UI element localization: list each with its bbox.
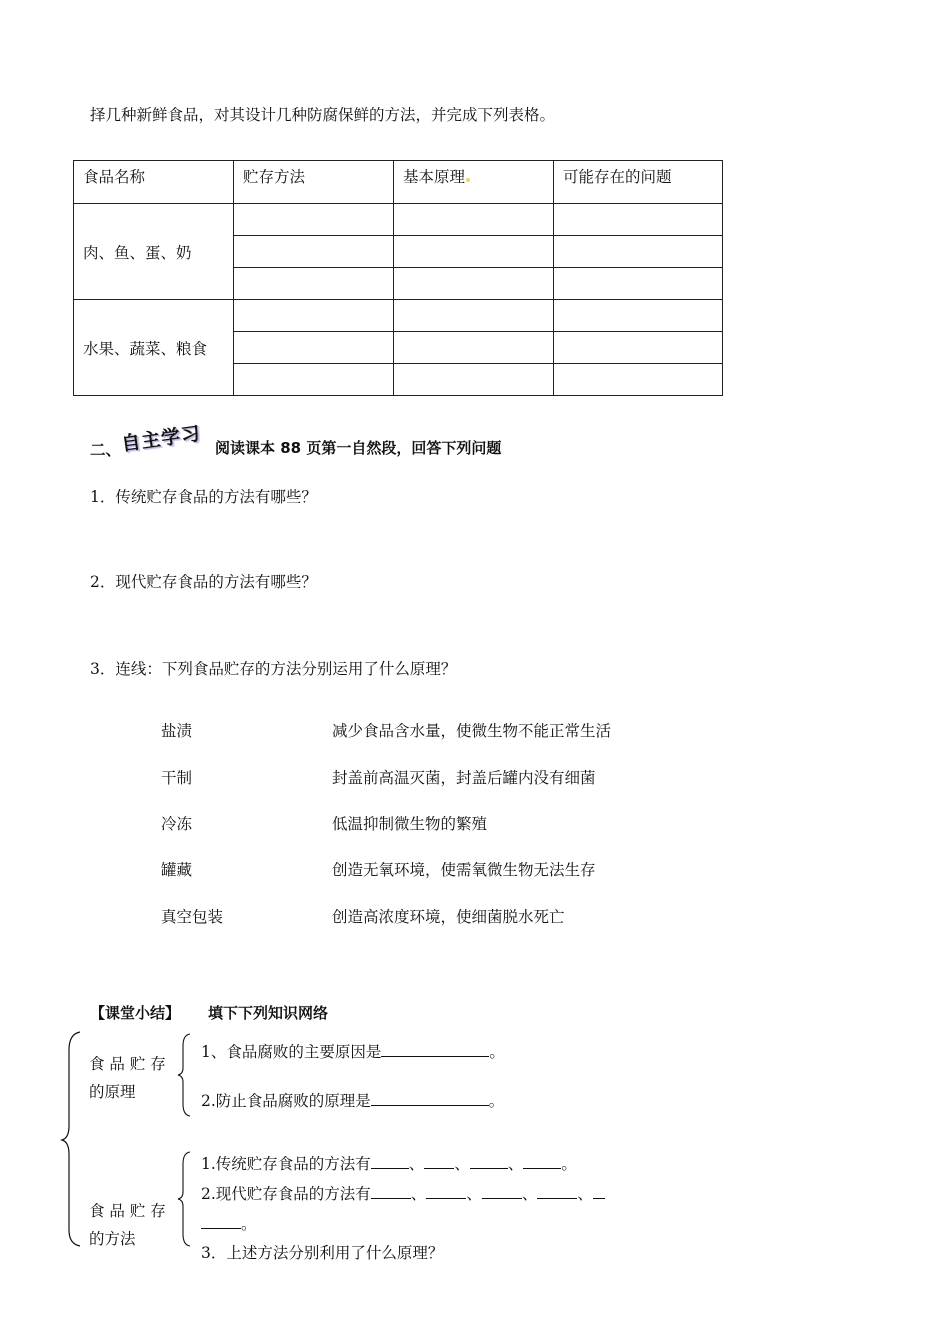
table-header-row: [74, 161, 723, 204]
table-cell[interactable]: [554, 268, 723, 300]
method-item[interactable]: 真空包装: [161, 908, 224, 926]
principle-item[interactable]: 低温抑制微生物的繁殖: [332, 815, 488, 833]
food-storage-table: [73, 160, 723, 396]
method-item[interactable]: 盐渍: [161, 722, 193, 740]
group2-label-line1: 食 品 贮 存: [89, 1202, 166, 1220]
table-cell[interactable]: [394, 268, 554, 300]
table-cell[interactable]: [394, 236, 554, 268]
table-cell[interactable]: [234, 204, 394, 236]
section2-prefix: 二、: [90, 441, 122, 459]
question-3: 3．连线：下列食品贮存的方法分别运用了什么原理？: [90, 660, 457, 678]
table-cell[interactable]: [234, 300, 394, 332]
group1-label-line2: 的原理: [89, 1083, 136, 1101]
summary-subtitle: 填下下列知识网络: [208, 1004, 329, 1022]
table-header-cell: 食品名称: [74, 161, 234, 204]
summary-item: [201, 1089, 504, 1111]
summary-item-text: 2.现代贮存食品的方法有: [201, 1185, 371, 1203]
summary-item-end: 。: [488, 1092, 505, 1110]
table-header-cell: 可能存在的问题: [554, 161, 723, 204]
summary-title: 【课堂小结】: [90, 1004, 181, 1022]
separator: 、: [466, 1185, 482, 1203]
table-header-cell: 贮存方法: [234, 161, 394, 204]
table-cell[interactable]: [554, 332, 723, 364]
table-cell[interactable]: [554, 364, 723, 396]
summary-item: [201, 1182, 605, 1204]
table-cell[interactable]: [394, 332, 554, 364]
separator: 、: [408, 1155, 425, 1173]
intro-text: 择几种新鲜食品，对其设计几种防腐保鲜的方法，并完成下列表格。: [90, 106, 556, 124]
method-item[interactable]: 干制: [161, 769, 193, 787]
table-cell[interactable]: [234, 236, 394, 268]
table-cell[interactable]: [554, 204, 723, 236]
question-2: 2．现代贮存食品的方法有哪些？: [90, 573, 317, 591]
answer-blank[interactable]: [424, 1155, 454, 1169]
table-cell[interactable]: [394, 364, 554, 396]
table-row: [74, 300, 723, 332]
separator: 、: [577, 1185, 593, 1203]
separator: 、: [507, 1155, 524, 1173]
outer-brace: [60, 1030, 82, 1248]
answer-blank[interactable]: [201, 1215, 241, 1229]
table-header-label: 基本原理: [403, 168, 466, 186]
table-cell[interactable]: [554, 300, 723, 332]
food-name-cell: 水果、蔬菜、粮食: [74, 300, 234, 396]
answer-blank[interactable]: [482, 1185, 522, 1199]
table-header-cell: [394, 161, 554, 204]
summary-item-end: 。: [561, 1155, 577, 1173]
group1-label-line1: 食 品 贮 存: [89, 1055, 166, 1073]
table-cell[interactable]: [234, 364, 394, 396]
answer-blank[interactable]: [426, 1185, 466, 1199]
table-cell[interactable]: [394, 204, 554, 236]
table-cell[interactable]: [234, 268, 394, 300]
highlight-mark: [466, 178, 470, 182]
principle-item[interactable]: 创造无氧环境，使需氧微生物无法生存: [332, 861, 596, 879]
answer-blank[interactable]: [371, 1092, 489, 1106]
table-cell[interactable]: [554, 236, 723, 268]
summary-item-end: 。: [241, 1215, 257, 1233]
answer-blank[interactable]: [593, 1185, 605, 1199]
summary-item-text: 1、食品腐败的主要原因是: [201, 1043, 382, 1061]
summary-item-text: 1.传统贮存食品的方法有: [201, 1155, 371, 1173]
question-1: 1．传统贮存食品的方法有哪些？: [90, 488, 317, 506]
separator: 、: [521, 1185, 538, 1203]
group1-brace: [176, 1032, 192, 1118]
principle-item[interactable]: 减少食品含水量，使微生物不能正常生活: [332, 722, 612, 740]
section2-instruction: 阅读课本 88 页第一自然段，回答下列问题: [215, 439, 502, 457]
summary-item-text: 2.防止食品腐败的原理是: [201, 1092, 371, 1110]
separator: 、: [454, 1155, 470, 1173]
self-study-stamp: 自主学习: [120, 422, 203, 456]
summary-item: 3．上述方法分别利用了什么原理？: [201, 1244, 444, 1262]
summary-item: [201, 1040, 505, 1062]
table-row: [74, 204, 723, 236]
summary-item: [201, 1152, 577, 1174]
separator: 、: [410, 1185, 427, 1203]
group2-label-line2: 的方法: [89, 1230, 136, 1248]
method-item[interactable]: 冷冻: [161, 815, 193, 833]
principle-item[interactable]: 封盖前高温灭菌，封盖后罐内没有细菌: [332, 769, 596, 787]
answer-blank[interactable]: [371, 1155, 409, 1169]
method-item[interactable]: 罐藏: [161, 861, 193, 879]
table-cell[interactable]: [394, 300, 554, 332]
answer-blank[interactable]: [523, 1155, 561, 1169]
food-name-cell: 肉、鱼、蛋、奶: [74, 204, 234, 300]
principle-item[interactable]: 创造高浓度环境，使细菌脱水死亡: [332, 908, 565, 926]
group2-brace: [176, 1150, 192, 1248]
answer-blank[interactable]: [537, 1185, 577, 1199]
answer-blank[interactable]: [381, 1043, 489, 1057]
answer-blank[interactable]: [371, 1185, 411, 1199]
answer-blank[interactable]: [470, 1155, 508, 1169]
summary-item-end: 。: [489, 1043, 505, 1061]
table-cell[interactable]: [234, 332, 394, 364]
summary-item: [201, 1212, 257, 1234]
